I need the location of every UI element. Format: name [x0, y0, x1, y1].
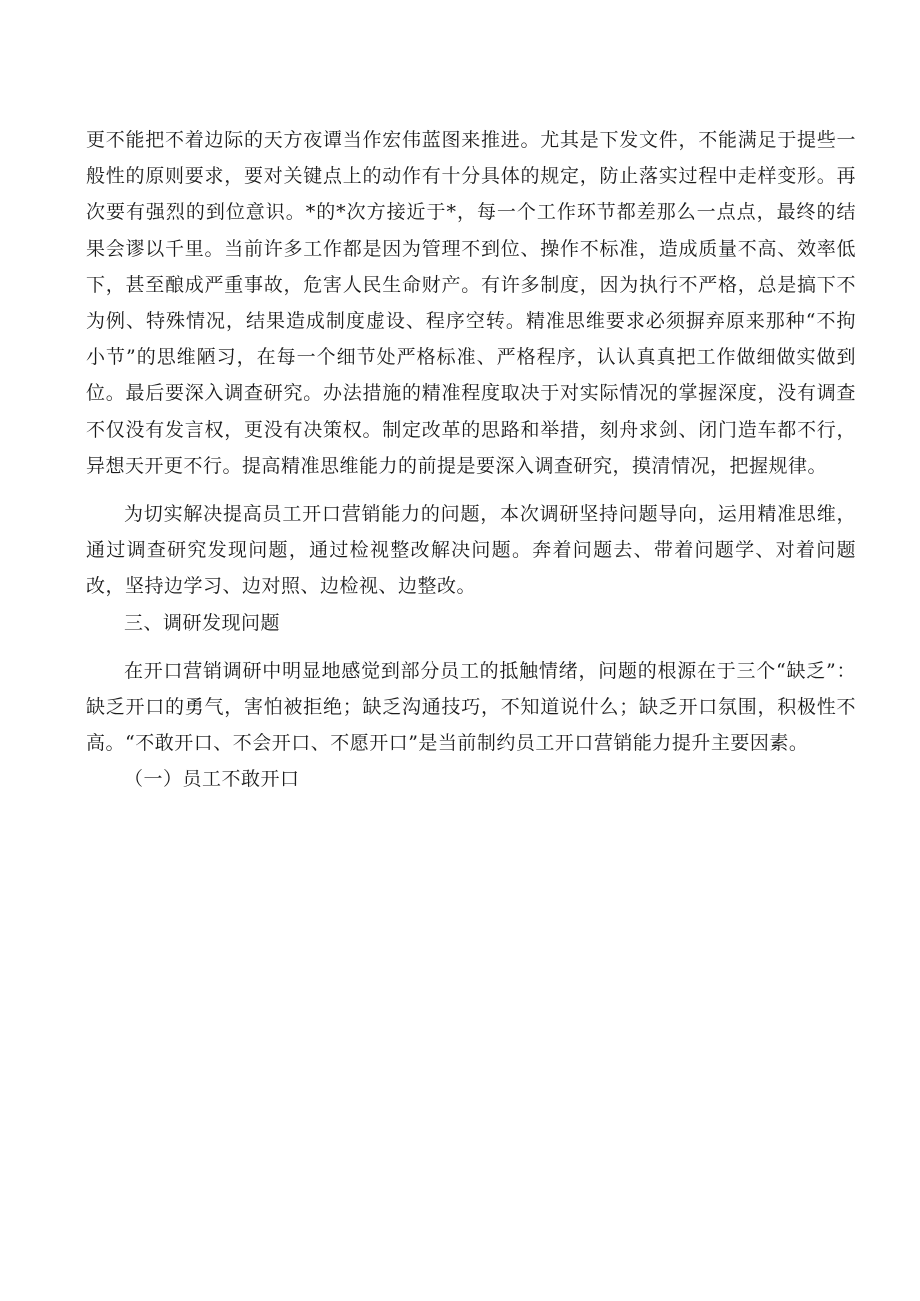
subheading-afraid-to-speak: （一）员工不敢开口 [124, 768, 300, 791]
paragraph-findings: 在开口营销调研中明显地感觉到部分员工的抵触情绪，问题的根源在于三个“缺乏”：缺乏开口的勇气，害怕被拒绝；缺乏沟通技巧，不知道说什么；缺乏开口氛围，积极性不高。“不敢开口、不会开口、不愿开口”是当前制约员工开口营销能力提升主要因素。 [86, 659, 856, 755]
document-body [86, 122, 856, 798]
section-heading-findings: 三、调研发现问题 [124, 611, 281, 634]
paragraph-approach: 为切实解决提高员工开口营销能力的问题，本次调研坚持问题导向，运用精准思维，通过调查研究发现问题，通过检视整改解决问题。奔着问题去、带着问题学、对着问题改，坚持边学习、边对照、边检视、边整改。 [86, 503, 856, 598]
paragraph-continuation: 更不能把不着边际的天方夜谭当作宏伟蓝图来推进。尤其是下发文件，不能满足于提些一般性的原则要求，要对关键点上的动作有十分具体的规定，防止落实过程中走样变形。再次要有强烈的到位意识。*的*次方接近于*，每一个工作环节都差那么一点点，最终的结果会谬以千里。当前许多工作都是因为管理不到位、操作不标准，造成质量不高、效率低下，甚至酿成严重事故，危害人民生命财产。有许多制度，因为执行不严格，总是搞下不为例、特殊情况，结果造成制度虚设、程序空转。精准思维要求必须摒弃原来那种“不拘小节”的思维陋习，在每一个细节处严格标准、严格程序，认认真真把工作做细做实做到位。最后要深入调查研究。办法措施的精准程度取决于对实际情况的掌握深度，没有调查不仅没有发言权，更没有决策权。制定改革的思路和举措，刻舟求剑、闭门造车都不行，异想天开更不行。提高精准思维能力的前提是要深入调查研究，摸清情况，把握规律。 [86, 129, 856, 477]
